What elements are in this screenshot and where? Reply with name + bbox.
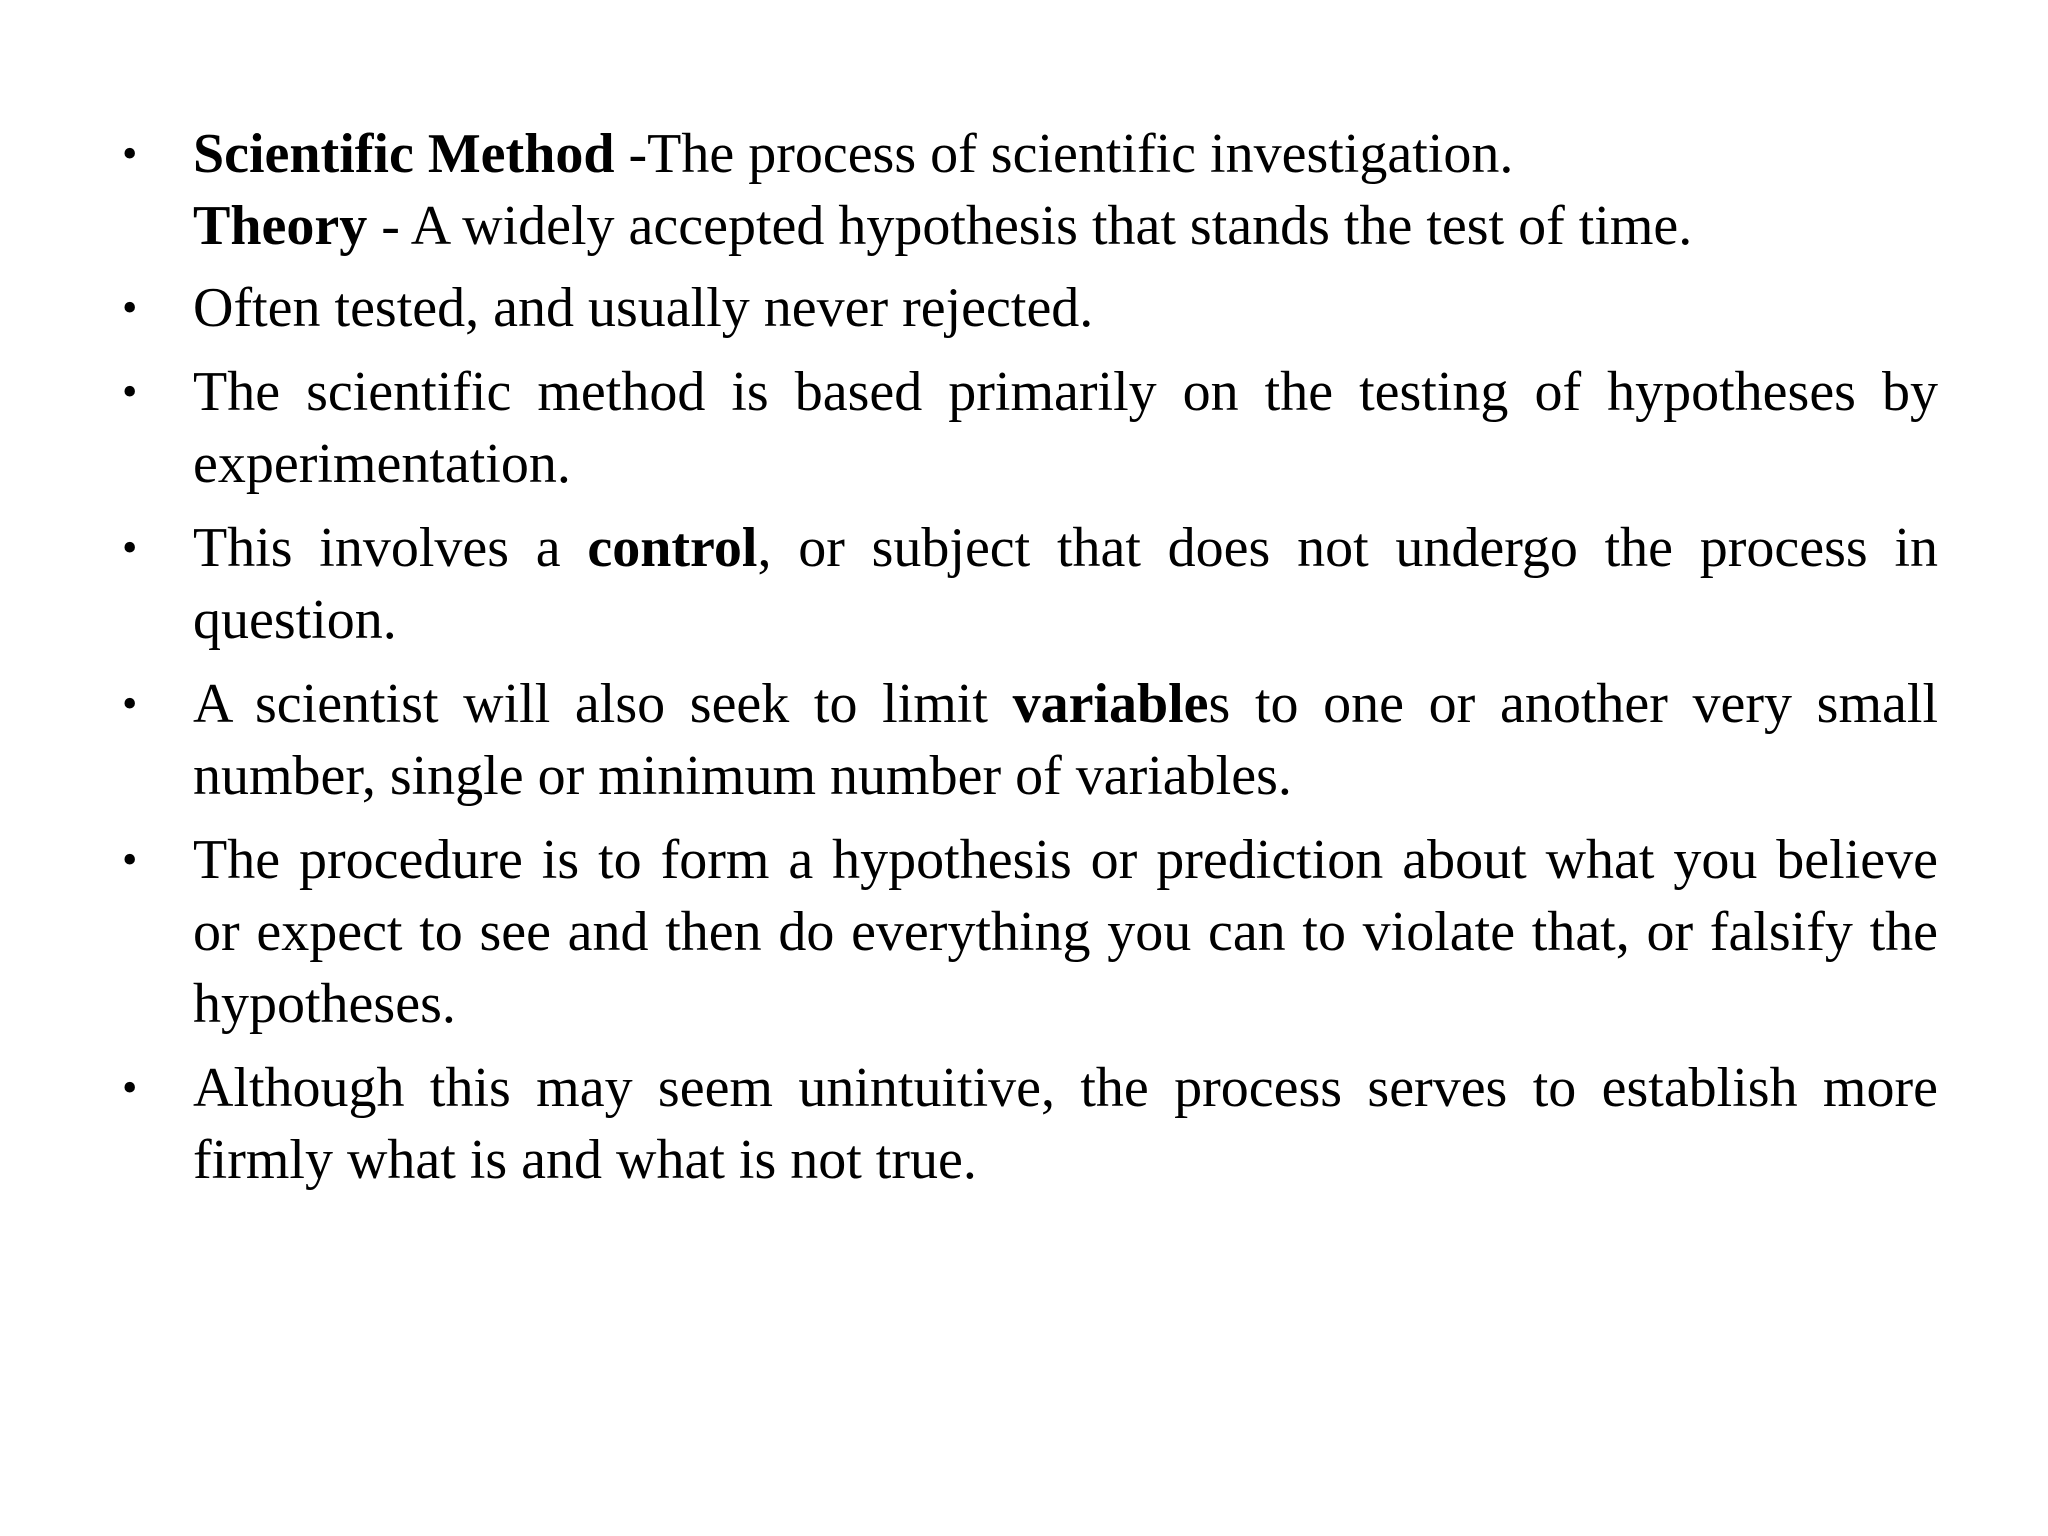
definition-theory <box>193 190 1938 262</box>
bullet-item-often-tested <box>120 272 1938 344</box>
definition-text: -The process of scientific investigation. <box>614 123 1514 185</box>
term-scientific-method: Scientific Method <box>193 123 615 185</box>
bullet-icon: • <box>122 1063 138 1112</box>
bullet-item-control <box>120 512 1938 656</box>
bullet-item-testing-hypotheses <box>120 356 1938 500</box>
bullet-text-before: A scientist will also seek to limit <box>193 673 1013 735</box>
bullet-icon: • <box>122 835 138 884</box>
bullet-list <box>120 118 1938 1208</box>
bullet-item-procedure <box>120 824 1938 1040</box>
bullet-text: The procedure is to form a hypothesis or prediction about what you believe or expect to see and then do everything you can to violate that, or falsify the hypotheses. <box>193 829 1938 1035</box>
term-control: control <box>587 517 758 579</box>
bullet-text: The scientific method is based primarily on the testing of hypotheses by experimentation. <box>193 361 1938 495</box>
term-variable: variable <box>1012 673 1209 735</box>
bullet-text: Often tested, and usually never rejected. <box>193 277 1094 339</box>
bullet-text-after: s to one or another very small number, single or minimum number of variables. <box>193 673 1938 807</box>
bullet-icon: • <box>122 129 138 178</box>
bullet-text: Although this may seem unintuitive, the process serves to establish more firmly what is and what is not true. <box>193 1057 1938 1191</box>
bullet-text-before: This involves a <box>193 517 588 579</box>
definition-scientific-method <box>193 118 1938 190</box>
term-theory: Theory <box>193 195 368 257</box>
definition-text: - A widely accepted hypothesis that stands the test of time. <box>367 195 1693 257</box>
bullet-item-variables <box>120 668 1938 812</box>
bullet-icon: • <box>122 523 138 572</box>
bullet-item-unintuitive <box>120 1052 1938 1196</box>
bullet-item-scientific-method <box>120 118 1938 262</box>
bullet-icon: • <box>122 283 138 332</box>
bullet-icon: • <box>122 367 138 416</box>
bullet-text-after: , or subject that does not undergo the process in question. <box>193 517 1938 651</box>
bullet-icon: • <box>122 679 138 728</box>
